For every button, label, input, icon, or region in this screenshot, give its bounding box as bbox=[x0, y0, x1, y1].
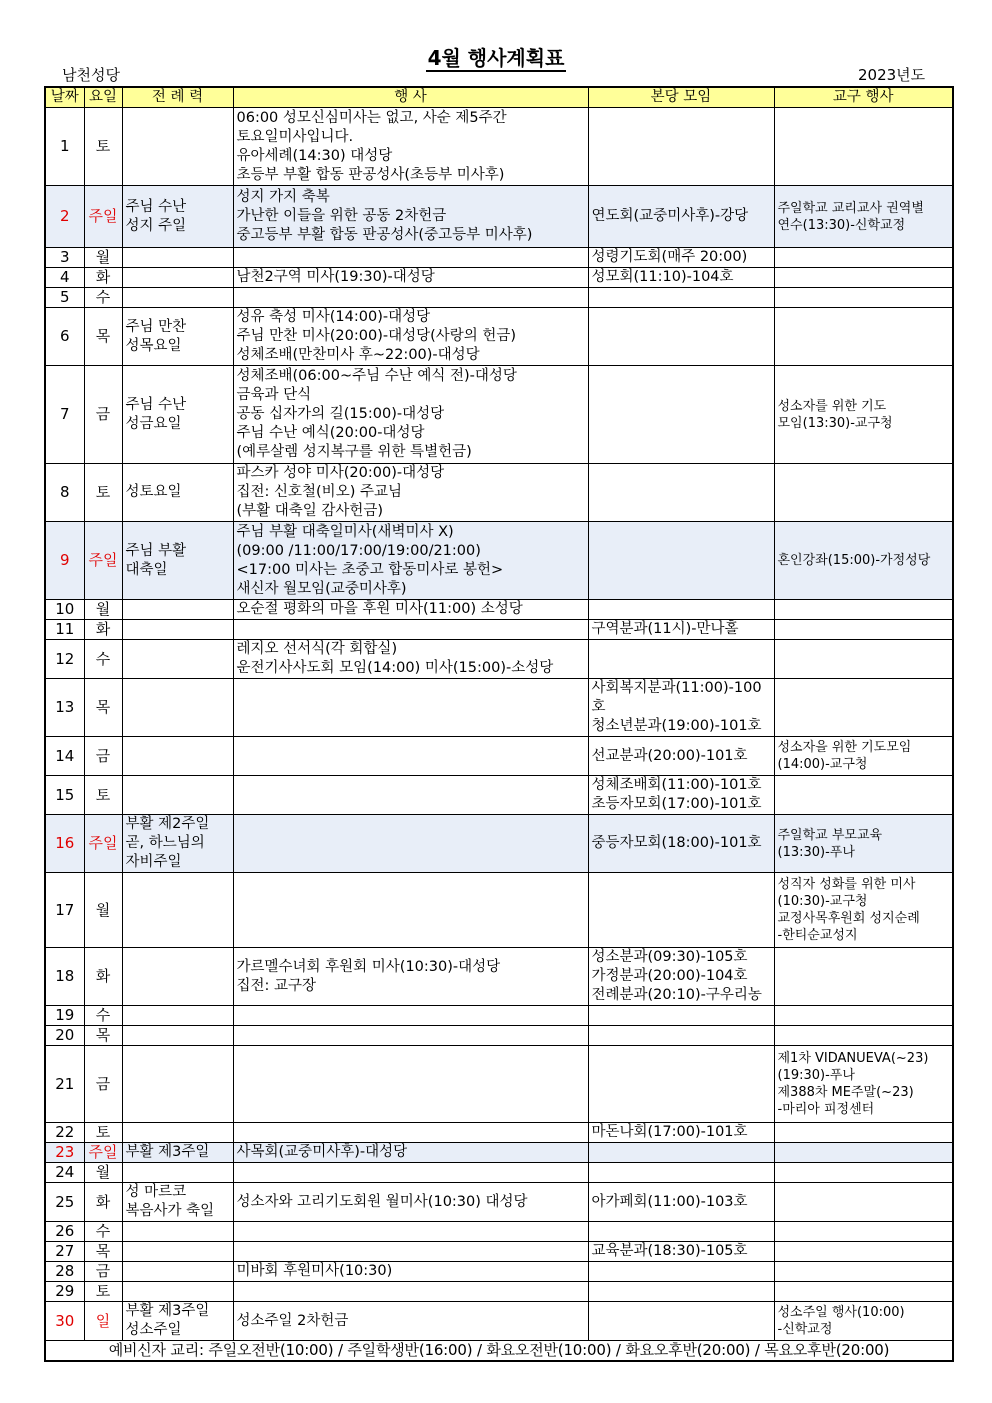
events-cell: 주님 부활 대축일미사(새벽미사 X) (09:00 /11:00/17:00/19:00/21:00) <17:00 미사는 초중고 합동미사로 봉헌> 새신자 월모임(교중미사후) bbox=[233, 522, 588, 600]
weekday-cell: 월 bbox=[84, 600, 122, 620]
table-row bbox=[45, 1262, 953, 1282]
diocese-event-cell: 성소자을 위한 기도모임 (14:00)-교구청 bbox=[774, 737, 953, 776]
parish-meeting-cell bbox=[588, 600, 774, 620]
diocese-event-cell bbox=[774, 1282, 953, 1302]
diocese-event-cell bbox=[774, 1006, 953, 1026]
table-row bbox=[45, 522, 953, 600]
events-cell: 06:00 성모신심미사는 없고, 사순 제5주간 토요일미사입니다. 유아세례(14:30) 대성당 초등부 부활 합동 판공성사(초등부 미사후) bbox=[233, 108, 588, 186]
diocese-event-cell bbox=[774, 1026, 953, 1046]
weekday-cell: 금 bbox=[84, 737, 122, 776]
parish-meeting-cell: 구역분과(11시)-만나홀 bbox=[588, 620, 774, 640]
events-cell bbox=[233, 873, 588, 948]
day-cell: 30 bbox=[45, 1302, 84, 1341]
weekday-cell: 토 bbox=[84, 1123, 122, 1143]
parish-meeting-cell: 성령기도회(매주 20:00) bbox=[588, 248, 774, 268]
liturgy-cell bbox=[122, 268, 233, 288]
diocese-event-cell bbox=[774, 1222, 953, 1242]
table-row bbox=[45, 737, 953, 776]
weekday-cell: 목 bbox=[84, 1026, 122, 1046]
day-cell: 24 bbox=[45, 1163, 84, 1183]
day-cell: 22 bbox=[45, 1123, 84, 1143]
day-cell: 7 bbox=[45, 366, 84, 464]
parish-meeting-cell: 마돈나회(17:00)-101호 bbox=[588, 1123, 774, 1143]
weekday-cell: 화 bbox=[84, 268, 122, 288]
day-cell: 8 bbox=[45, 464, 84, 522]
day-cell: 28 bbox=[45, 1262, 84, 1282]
day-cell: 25 bbox=[45, 1183, 84, 1222]
weekday-cell: 목 bbox=[84, 308, 122, 366]
table-row bbox=[45, 815, 953, 873]
events-cell: 남천2구역 미사(19:30)-대성당 bbox=[233, 268, 588, 288]
diocese-event-cell bbox=[774, 640, 953, 679]
table-row bbox=[45, 873, 953, 948]
day-cell: 9 bbox=[45, 522, 84, 600]
weekday-cell: 주일 bbox=[84, 522, 122, 600]
weekday-cell: 수 bbox=[84, 288, 122, 308]
diocese-event-cell bbox=[774, 1163, 953, 1183]
liturgy-cell bbox=[122, 640, 233, 679]
day-cell: 16 bbox=[45, 815, 84, 873]
parish-meeting-cell bbox=[588, 366, 774, 464]
table-row bbox=[45, 464, 953, 522]
table-row bbox=[45, 1302, 953, 1341]
table-row bbox=[45, 1242, 953, 1262]
events-cell: 성유 축성 미사(14:00)-대성당 주님 만찬 미사(20:00)-대성당(사랑의 헌금) 성체조배(만찬미사 후~22:00)-대성당 bbox=[233, 308, 588, 366]
catechumen-schedule: 예비신자 교리: 주일오전반(10:00) / 주일학생반(16:00) / 화요오전반(10:00) / 화요오후반(20:00) / 목요오후반(20:00) bbox=[45, 1341, 953, 1362]
table-row bbox=[45, 1006, 953, 1026]
diocese-event-cell bbox=[774, 1242, 953, 1262]
weekday-cell: 일 bbox=[84, 1302, 122, 1341]
weekday-cell: 화 bbox=[84, 620, 122, 640]
diocese-event-cell bbox=[774, 679, 953, 737]
events-cell bbox=[233, 815, 588, 873]
parish-meeting-cell bbox=[588, 522, 774, 600]
events-cell bbox=[233, 1046, 588, 1123]
table-row bbox=[45, 108, 953, 186]
diocese-event-cell: 주일학교 교리교사 권역별 연수(13:30)-신학교정 bbox=[774, 186, 953, 248]
day-cell: 15 bbox=[45, 776, 84, 815]
weekday-cell: 수 bbox=[84, 1222, 122, 1242]
events-cell: 파스카 성야 미사(20:00)-대성당 집전: 신호철(비오) 주교님 (부활 대축일 감사헌금) bbox=[233, 464, 588, 522]
diocese-event-cell: 혼인강좌(15:00)-가정성당 bbox=[774, 522, 953, 600]
parish-meeting-cell bbox=[588, 108, 774, 186]
parish-meeting-cell bbox=[588, 464, 774, 522]
diocese-event-cell: 주일학교 부모교육 (13:30)-푸나 bbox=[774, 815, 953, 873]
parish-meeting-cell: 성소분과(09:30)-105호 가정분과(20:00)-104호 전례분과(20:10)-구우리농 bbox=[588, 948, 774, 1006]
parish-meeting-cell bbox=[588, 1222, 774, 1242]
day-cell: 18 bbox=[45, 948, 84, 1006]
table-row bbox=[45, 1143, 953, 1163]
parish-meeting-cell bbox=[588, 308, 774, 366]
diocese-event-cell bbox=[774, 288, 953, 308]
diocese-event-cell bbox=[774, 1262, 953, 1282]
table-row bbox=[45, 620, 953, 640]
liturgy-cell: 주님 수난 성금요일 bbox=[122, 366, 233, 464]
weekday-cell: 목 bbox=[84, 1242, 122, 1262]
parish-meeting-cell bbox=[588, 1262, 774, 1282]
day-cell: 6 bbox=[45, 308, 84, 366]
table-row bbox=[45, 288, 953, 308]
liturgy-cell bbox=[122, 248, 233, 268]
day-cell: 26 bbox=[45, 1222, 84, 1242]
table-row bbox=[45, 186, 953, 248]
diocese-event-cell bbox=[774, 948, 953, 1006]
parish-meeting-cell bbox=[588, 1163, 774, 1183]
events-cell: 성체조배(06:00~주님 수난 예식 전)-대성당 금육과 단식 공동 십자가의 길(15:00)-대성당 주님 수난 예식(20:00-대성당 (예루살렘 성지복구를 위한 특별헌금) bbox=[233, 366, 588, 464]
parish-meeting-cell: 성체조배회(11:00)-101호 초등자모회(17:00)-101호 bbox=[588, 776, 774, 815]
table-row bbox=[45, 248, 953, 268]
day-cell: 29 bbox=[45, 1282, 84, 1302]
liturgy-cell: 주님 수난 성지 주일 bbox=[122, 186, 233, 248]
events-cell bbox=[233, 737, 588, 776]
events-cell bbox=[233, 679, 588, 737]
header-day: 날짜 bbox=[45, 87, 84, 108]
day-cell: 21 bbox=[45, 1046, 84, 1123]
diocese-event-cell: 성소주일 행사(10:00) -신학교정 bbox=[774, 1302, 953, 1341]
day-cell: 19 bbox=[45, 1006, 84, 1026]
diocese-event-cell: 제1차 VIDANUEVA(~23) (19:30)-푸나 제388차 ME주말(~23) -마리아 피정센터 bbox=[774, 1046, 953, 1123]
diocese-event-cell bbox=[774, 108, 953, 186]
weekday-cell: 목 bbox=[84, 679, 122, 737]
events-cell: 미바회 후원미사(10:30) bbox=[233, 1262, 588, 1282]
weekday-cell: 수 bbox=[84, 640, 122, 679]
events-cell bbox=[233, 1242, 588, 1262]
header-weekday: 요일 bbox=[84, 87, 122, 108]
weekday-cell: 월 bbox=[84, 1163, 122, 1183]
events-cell bbox=[233, 288, 588, 308]
liturgy-cell bbox=[122, 108, 233, 186]
diocese-event-cell: 성소자를 위한 기도 모임(13:30)-교구청 bbox=[774, 366, 953, 464]
liturgy-cell bbox=[122, 620, 233, 640]
liturgy-cell bbox=[122, 1026, 233, 1046]
liturgy-cell: 부활 제3주일 성소주일 bbox=[122, 1302, 233, 1341]
table-row bbox=[45, 1026, 953, 1046]
weekday-cell: 금 bbox=[84, 1046, 122, 1123]
table-row bbox=[45, 640, 953, 679]
day-cell: 5 bbox=[45, 288, 84, 308]
parish-meeting-cell: 중등자모회(18:00)-101호 bbox=[588, 815, 774, 873]
liturgy-cell bbox=[122, 948, 233, 1006]
table-row bbox=[45, 268, 953, 288]
header-diocese: 교구 행사 bbox=[774, 87, 953, 108]
liturgy-cell bbox=[122, 737, 233, 776]
table-row bbox=[45, 308, 953, 366]
table-row bbox=[45, 948, 953, 1006]
liturgy-cell: 주님 만찬 성목요일 bbox=[122, 308, 233, 366]
day-cell: 20 bbox=[45, 1026, 84, 1046]
table-row bbox=[45, 1123, 953, 1143]
weekday-cell: 금 bbox=[84, 366, 122, 464]
day-cell: 17 bbox=[45, 873, 84, 948]
weekday-cell: 토 bbox=[84, 108, 122, 186]
table-row bbox=[45, 679, 953, 737]
liturgy-cell bbox=[122, 1123, 233, 1143]
liturgy-cell bbox=[122, 1222, 233, 1242]
weekday-cell: 금 bbox=[84, 1262, 122, 1282]
liturgy-cell: 부활 제3주일 bbox=[122, 1143, 233, 1163]
liturgy-cell bbox=[122, 288, 233, 308]
liturgy-cell: 부활 제2주일 곧, 하느님의 자비주일 bbox=[122, 815, 233, 873]
table-row bbox=[45, 1222, 953, 1242]
liturgy-cell bbox=[122, 1262, 233, 1282]
table-row bbox=[45, 1163, 953, 1183]
liturgy-cell bbox=[122, 679, 233, 737]
liturgy-cell bbox=[122, 1242, 233, 1262]
diocese-event-cell bbox=[774, 1183, 953, 1222]
parish-meeting-cell bbox=[588, 1046, 774, 1123]
liturgy-cell bbox=[122, 873, 233, 948]
events-cell: 사목회(교중미사후)-대성당 bbox=[233, 1143, 588, 1163]
table-row bbox=[45, 776, 953, 815]
diocese-event-cell bbox=[774, 776, 953, 815]
weekday-cell: 토 bbox=[84, 464, 122, 522]
parish-meeting-cell bbox=[588, 1302, 774, 1341]
parish-meeting-cell: 연도회(교중미사후)-강당 bbox=[588, 186, 774, 248]
events-cell bbox=[233, 1026, 588, 1046]
table-row bbox=[45, 1282, 953, 1302]
schedule-table bbox=[44, 86, 954, 1362]
events-cell bbox=[233, 1282, 588, 1302]
liturgy-cell bbox=[122, 1006, 233, 1026]
day-cell: 11 bbox=[45, 620, 84, 640]
diocese-event-cell bbox=[774, 268, 953, 288]
parish-meeting-cell bbox=[588, 1006, 774, 1026]
events-cell bbox=[233, 248, 588, 268]
day-cell: 4 bbox=[45, 268, 84, 288]
diocese-event-cell bbox=[774, 1123, 953, 1143]
header-parish: 본당 모임 bbox=[588, 87, 774, 108]
events-cell bbox=[233, 1222, 588, 1242]
weekday-cell: 토 bbox=[84, 1282, 122, 1302]
events-cell: 성소자와 고리기도회원 월미사(10:30) 대성당 bbox=[233, 1183, 588, 1222]
weekday-cell: 월 bbox=[84, 873, 122, 948]
day-cell: 13 bbox=[45, 679, 84, 737]
events-cell bbox=[233, 776, 588, 815]
table-row bbox=[45, 1183, 953, 1222]
weekday-cell: 주일 bbox=[84, 815, 122, 873]
diocese-event-cell bbox=[774, 248, 953, 268]
weekday-cell: 월 bbox=[84, 248, 122, 268]
events-cell bbox=[233, 1163, 588, 1183]
diocese-event-cell bbox=[774, 620, 953, 640]
parish-meeting-cell: 아가페회(11:00)-103호 bbox=[588, 1183, 774, 1222]
day-cell: 27 bbox=[45, 1242, 84, 1262]
liturgy-cell bbox=[122, 776, 233, 815]
weekday-cell: 토 bbox=[84, 776, 122, 815]
liturgy-cell: 성 마르코 복음사가 축일 bbox=[122, 1183, 233, 1222]
events-cell bbox=[233, 1123, 588, 1143]
weekday-cell: 주일 bbox=[84, 186, 122, 248]
events-cell: 오순절 평화의 마을 후원 미사(11:00) 소성당 bbox=[233, 600, 588, 620]
events-cell: 성지 가지 축복 가난한 이들을 위한 공동 2차헌금 중고등부 부활 합동 판공성사(중고등부 미사후) bbox=[233, 186, 588, 248]
events-cell bbox=[233, 620, 588, 640]
weekday-cell: 화 bbox=[84, 1183, 122, 1222]
table-row bbox=[45, 366, 953, 464]
liturgy-cell bbox=[122, 1282, 233, 1302]
year-label: 2023년도 bbox=[858, 66, 926, 84]
liturgy-cell: 주님 부활 대축일 bbox=[122, 522, 233, 600]
parish-meeting-cell: 사회복지분과(11:00)-100호 청소년분과(19:00)-101호 bbox=[588, 679, 774, 737]
diocese-event-cell bbox=[774, 464, 953, 522]
liturgy-cell: 성토요일 bbox=[122, 464, 233, 522]
liturgy-cell bbox=[122, 1163, 233, 1183]
day-cell: 1 bbox=[45, 108, 84, 186]
table-header-row bbox=[45, 87, 953, 108]
parish-name: 남천성당 bbox=[62, 66, 120, 84]
diocese-event-cell: 성직자 성화를 위한 미사 (10:30)-교구청 교정사목후원회 성지순례 -한티순교성지 bbox=[774, 873, 953, 948]
diocese-event-cell bbox=[774, 308, 953, 366]
liturgy-cell bbox=[122, 1046, 233, 1123]
day-cell: 12 bbox=[45, 640, 84, 679]
weekday-cell: 수 bbox=[84, 1006, 122, 1026]
events-cell: 레지오 선서식(각 회합실) 운전기사사도회 모임(14:00) 미사(15:00)-소성당 bbox=[233, 640, 588, 679]
parish-meeting-cell: 교육분과(18:30)-105호 bbox=[588, 1242, 774, 1262]
table-row bbox=[45, 600, 953, 620]
events-cell: 성소주일 2차헌금 bbox=[233, 1302, 588, 1341]
table-row bbox=[45, 1046, 953, 1123]
parish-meeting-cell: 선교분과(20:00)-101호 bbox=[588, 737, 774, 776]
parish-meeting-cell: 성모회(11:10)-104호 bbox=[588, 268, 774, 288]
events-cell: 가르멜수녀회 후원회 미사(10:30)-대성당 집전: 교구장 bbox=[233, 948, 588, 1006]
diocese-event-cell bbox=[774, 600, 953, 620]
day-cell: 3 bbox=[45, 248, 84, 268]
page-title: 4월 행사계획표 bbox=[427, 46, 565, 70]
day-cell: 10 bbox=[45, 600, 84, 620]
day-cell: 23 bbox=[45, 1143, 84, 1163]
header-liturgy: 전 례 력 bbox=[122, 87, 233, 108]
parish-meeting-cell bbox=[588, 1282, 774, 1302]
parish-meeting-cell bbox=[588, 288, 774, 308]
footer-row bbox=[45, 1341, 953, 1362]
events-cell bbox=[233, 1006, 588, 1026]
header-events: 행 사 bbox=[233, 87, 588, 108]
parish-meeting-cell bbox=[588, 1026, 774, 1046]
day-cell: 14 bbox=[45, 737, 84, 776]
parish-meeting-cell bbox=[588, 640, 774, 679]
day-cell: 2 bbox=[45, 186, 84, 248]
diocese-event-cell bbox=[774, 1143, 953, 1163]
parish-meeting-cell bbox=[588, 1143, 774, 1163]
weekday-cell: 화 bbox=[84, 948, 122, 1006]
liturgy-cell bbox=[122, 600, 233, 620]
parish-meeting-cell bbox=[588, 873, 774, 948]
weekday-cell: 주일 bbox=[84, 1143, 122, 1163]
